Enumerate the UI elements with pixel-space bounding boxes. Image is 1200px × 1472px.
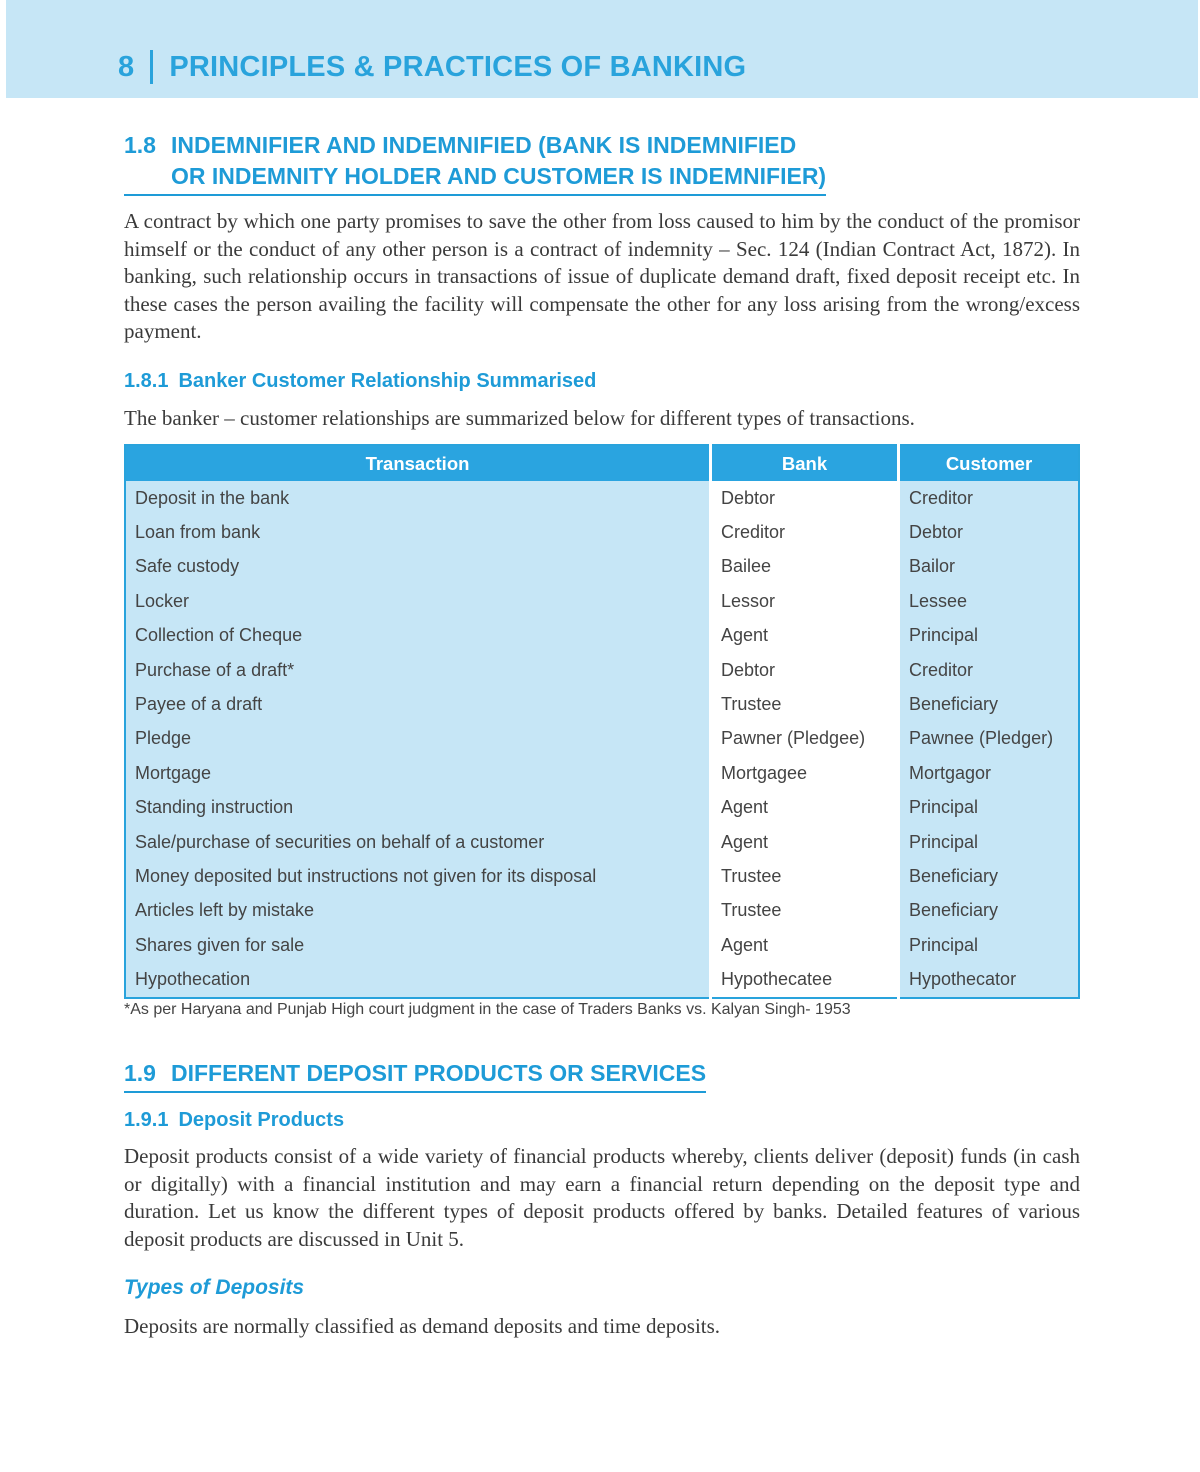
section-1-9-1-heading bbox=[124, 1109, 344, 1132]
book-title: PRINCIPLES & PRACTICES OF BANKING bbox=[169, 50, 747, 83]
section-title-line1: INDEMNIFIER AND INDEMNIFIED (BANK IS INDEMNIFIED bbox=[171, 132, 797, 158]
header-customer: Customer bbox=[899, 445, 1080, 481]
table-row bbox=[125, 619, 1079, 653]
cell-bank: Agent bbox=[711, 791, 899, 825]
cell-transaction: Pledge bbox=[125, 722, 711, 756]
table-row bbox=[125, 894, 1079, 928]
cell-bank: Bailee bbox=[711, 550, 899, 584]
table-row bbox=[125, 550, 1079, 584]
subsection-number: 1.8.1 bbox=[124, 370, 169, 392]
cell-customer: Principal bbox=[899, 619, 1080, 653]
table-row bbox=[125, 687, 1079, 721]
cell-bank: Hypothecatee bbox=[711, 962, 899, 997]
section-1-8-heading bbox=[124, 130, 1080, 196]
types-of-deposits-paragraph: Deposits are normally classified as demand deposits and time deposits. bbox=[124, 1314, 721, 1338]
table-row bbox=[125, 515, 1079, 549]
cell-transaction: Loan from bank bbox=[125, 515, 711, 549]
section-1-8-1-heading bbox=[124, 370, 596, 393]
deposit-products-paragraph: Deposit products consist of a wide variety of financial products whereby, clients deliver (deposit) funds (in cash or digitally) with a financial institution and may earn a financial return depending on the deposit type and duration. Let us know the different types of deposit products offered by banks. Detailed features of various deposit products are discussed in Unit 5. bbox=[124, 1144, 1080, 1251]
subsection-number: 1.9.1 bbox=[124, 1109, 169, 1131]
cell-bank: Pawner (Pledgee) bbox=[711, 722, 899, 756]
header-separator bbox=[150, 50, 153, 84]
cell-bank: Trustee bbox=[711, 859, 899, 893]
table-row bbox=[125, 962, 1079, 997]
header-bank: Bank bbox=[711, 445, 899, 481]
table-row bbox=[125, 481, 1079, 515]
cell-customer: Beneficiary bbox=[899, 894, 1080, 928]
cell-transaction: Shares given for sale bbox=[125, 928, 711, 962]
section-title-line2: OR INDEMNITY HOLDER AND CUSTOMER IS INDEMNIFIER) bbox=[171, 163, 827, 189]
cell-bank: Mortgagee bbox=[711, 756, 899, 790]
indemnity-paragraph: A contract by which one party promises to save the other from loss caused to him by the conduct of the promisor himself or the conduct of any other person is a contract of indemnity – Sec. 124 (Indian Contract Act, 1872). In banking, such relationship occurs in transactions of issue of duplicate demand draft, fixed deposit receipt etc. In these cases the person availing the facility will compensate the other for any loss arising from the wrong/excess payment. bbox=[124, 209, 1080, 344]
cell-transaction: Payee of a draft bbox=[125, 687, 711, 721]
table-row bbox=[125, 584, 1079, 618]
table-row bbox=[125, 722, 1079, 756]
table-row bbox=[125, 859, 1079, 893]
cell-transaction: Locker bbox=[125, 584, 711, 618]
cell-transaction: Deposit in the bank bbox=[125, 481, 711, 515]
page-header bbox=[118, 50, 746, 84]
section-number: 1.8 bbox=[124, 132, 156, 158]
table-intro: The banker – customer relationships are summarized below for different types of transactions. bbox=[124, 406, 915, 430]
subsection-title: Banker Customer Relationship Summarised bbox=[178, 370, 597, 392]
table-footnote: *As per Haryana and Punjab High court judgment in the case of Traders Banks vs. Kalyan Singh- 1953 bbox=[124, 1001, 851, 1018]
section-title: DIFFERENT DEPOSIT PRODUCTS OR SERVICES bbox=[171, 1060, 707, 1086]
cell-bank: Trustee bbox=[711, 687, 899, 721]
cell-customer: Mortgagor bbox=[899, 756, 1080, 790]
section-number: 1.9 bbox=[124, 1060, 156, 1086]
cell-customer: Principal bbox=[899, 825, 1080, 859]
header-transaction: Transaction bbox=[125, 445, 711, 481]
cell-customer: Debtor bbox=[899, 515, 1080, 549]
cell-customer: Lessee bbox=[899, 584, 1080, 618]
table-row bbox=[125, 791, 1079, 825]
cell-bank: Agent bbox=[711, 825, 899, 859]
cell-customer: Beneficiary bbox=[899, 859, 1080, 893]
cell-transaction: Sale/purchase of securities on behalf of a customer bbox=[125, 825, 711, 859]
cell-bank: Debtor bbox=[711, 481, 899, 515]
cell-transaction: Collection of Cheque bbox=[125, 619, 711, 653]
cell-bank: Lessor bbox=[711, 584, 899, 618]
cell-bank: Debtor bbox=[711, 653, 899, 687]
cell-transaction: Articles left by mistake bbox=[125, 894, 711, 928]
table-row bbox=[125, 756, 1079, 790]
table-row bbox=[125, 928, 1079, 962]
page-number: 8 bbox=[118, 50, 135, 83]
cell-transaction: Hypothecation bbox=[125, 962, 711, 997]
table-row bbox=[125, 653, 1079, 687]
types-of-deposits-heading: Types of Deposits bbox=[124, 1276, 305, 1299]
cell-transaction: Purchase of a draft* bbox=[125, 653, 711, 687]
cell-customer: Bailor bbox=[899, 550, 1080, 584]
cell-customer: Principal bbox=[899, 791, 1080, 825]
cell-customer: Principal bbox=[899, 928, 1080, 962]
cell-transaction: Safe custody bbox=[125, 550, 711, 584]
section-1-8-heading-underline bbox=[124, 130, 826, 196]
table-row bbox=[125, 825, 1079, 859]
table-header-row bbox=[125, 445, 1079, 481]
cell-customer: Beneficiary bbox=[899, 687, 1080, 721]
cell-customer: Pawnee (Pledger) bbox=[899, 722, 1080, 756]
relationship-table bbox=[124, 444, 1080, 999]
cell-customer: Creditor bbox=[899, 653, 1080, 687]
cell-transaction: Mortgage bbox=[125, 756, 711, 790]
section-1-9-heading-underline bbox=[124, 1058, 706, 1093]
cell-bank: Creditor bbox=[711, 515, 899, 549]
cell-customer: Creditor bbox=[899, 481, 1080, 515]
cell-bank: Agent bbox=[711, 928, 899, 962]
subsection-title: Deposit Products bbox=[178, 1109, 345, 1131]
cell-transaction: Standing instruction bbox=[125, 791, 711, 825]
cell-customer: Hypothecator bbox=[899, 962, 1080, 997]
cell-transaction: Money deposited but instructions not given for its disposal bbox=[125, 859, 711, 893]
cell-bank: Agent bbox=[711, 619, 899, 653]
section-1-9-heading bbox=[124, 1058, 1080, 1093]
cell-bank: Trustee bbox=[711, 894, 899, 928]
